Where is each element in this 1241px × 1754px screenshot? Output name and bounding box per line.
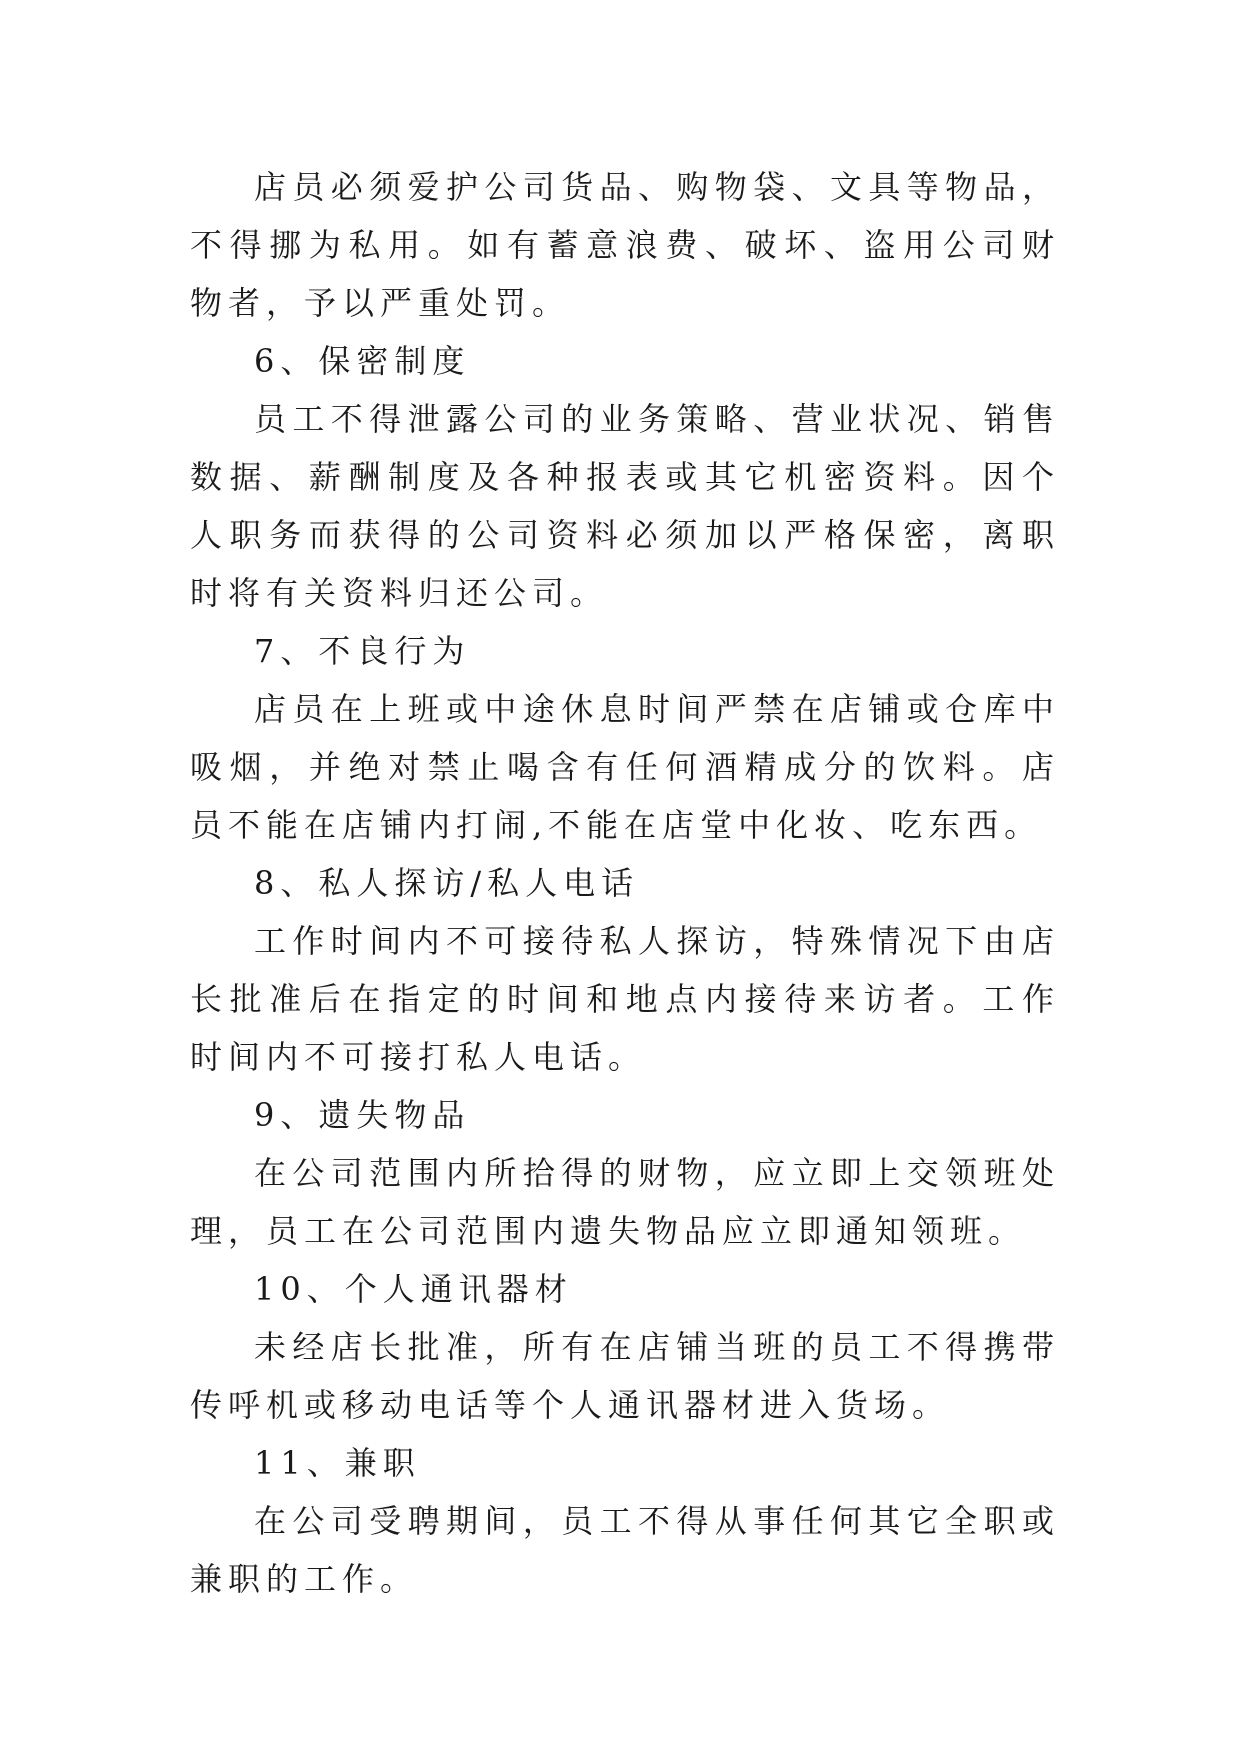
heading-part-time: 11、兼职	[254, 1444, 421, 1482]
heading-private-visits-calls: 8、私人探访/私人电话	[254, 864, 640, 902]
paragraph-personal-devices: 未经店长批准，所有在店铺当班的员工不得携带传呼机或移动电话等个人通讯器材进入货场。	[190, 1328, 1060, 1424]
heading-confidentiality: 6、保密制度	[254, 342, 471, 380]
paragraph-part-time: 在公司受聘期间，员工不得从事任何其它全职或兼职的工作。	[190, 1502, 1060, 1598]
paragraph-private-visits-calls: 工作时间内不可接待私人探访，特殊情况下由店长批准后在指定的时间和地点内接待来访者。工作时间内不可接打私人电话。	[190, 922, 1060, 1076]
document-body	[190, 158, 1060, 1608]
paragraph-lost-items: 在公司范围内所拾得的财物，应立即上交领班处理，员工在公司范围内遗失物品应立即通知领班。	[190, 1154, 1060, 1250]
heading-lost-items: 9、遗失物品	[254, 1096, 471, 1134]
paragraph-property-care: 店员必须爱护公司货品、购物袋、文具等物品，不得挪为私用。如有蓄意浪费、破坏、盗用公司财物者，予以严重处罚。	[190, 168, 1060, 322]
heading-misconduct: 7、不良行为	[254, 632, 471, 670]
heading-personal-devices: 10、个人通讯器材	[254, 1270, 573, 1308]
paragraph-misconduct: 店员在上班或中途休息时间严禁在店铺或仓库中吸烟，并绝对禁止喝含有任何酒精成分的饮料。店员不能在店铺内打闹,不能在店堂中化妆、吃东西。	[190, 690, 1060, 844]
paragraph-confidentiality: 员工不得泄露公司的业务策略、营业状况、销售数据、薪酬制度及各种报表或其它机密资料。因个人职务而获得的公司资料必须加以严格保密，离职时将有关资料归还公司。	[190, 400, 1060, 612]
